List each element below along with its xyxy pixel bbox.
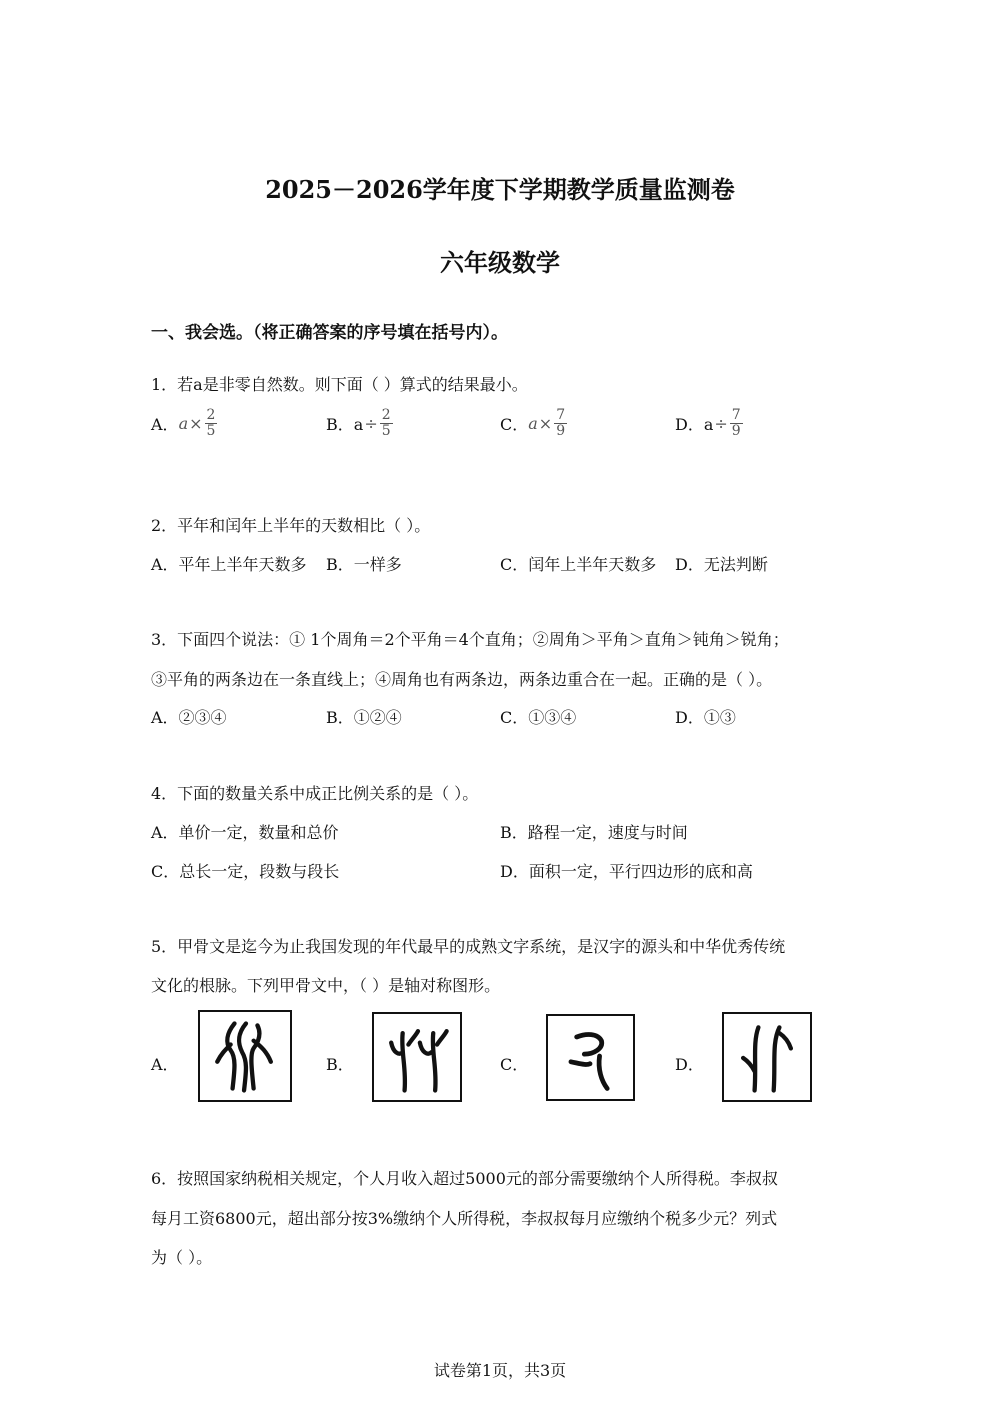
question-5-option-a-label: A．	[151, 1055, 179, 1074]
question-2-option-d: D．无法判断	[675, 555, 768, 574]
oracle-glyph-d	[722, 1012, 812, 1102]
question-1-option-c: C． a × $\frac{7}{9}$	[500, 407, 566, 439]
question-1-option-b: B．a ÷ $\frac{2}{5}$	[326, 407, 391, 439]
question-5-option-c-label: C．	[500, 1055, 529, 1074]
question-4-option-a: A．单价一定，数量和总价	[151, 823, 339, 842]
page-subtitle: 六年级数学	[440, 248, 560, 277]
question-4-option-c: C．总长一定，段数与段长	[151, 862, 340, 881]
question-3-line-1: 3．下面四个说法：① 1个周角＝2个平角＝4个直角；②周角＞平角＞直角＞钝角＞锐角；	[151, 630, 789, 649]
oracle-glyph-b	[372, 1012, 462, 1102]
question-1-option-d: D．a ÷ $\frac{7}{9}$	[675, 407, 741, 439]
question-2-option-c: C．闰年上半年天数多	[500, 555, 657, 574]
question-6-line-2: 每月工资6800元，超出部分按3%缴纳个人所得税，李叔叔每月应缴纳个税多少元？列式	[151, 1209, 778, 1228]
question-4-option-d: D．面积一定，平行四边形的底和高	[500, 862, 753, 881]
question-2-stem: 2．平年和闰年上半年的天数相比（ ）。	[151, 516, 431, 535]
question-4-option-b: B．路程一定，速度与时间	[500, 823, 688, 842]
question-5-line-2: 文化的根脉。下列甲骨文中，（ ）是轴对称图形。	[151, 976, 501, 995]
section-heading: 一、我会选。（将正确答案的序号填在括号内）。	[151, 323, 508, 343]
question-3-line-2: ③平角的两条边在一条直线上；④周角也有两条边，两条边重合在一起。正确的是（ ）。	[151, 670, 773, 689]
question-6-line-1: 6．按照国家纳税相关规定，个人月收入超过5000元的部分需要缴纳个人所得税。李叔叔	[151, 1169, 778, 1188]
question-3-option-d: D．①③	[675, 708, 736, 727]
question-1-stem: 1．若a是非零自然数。则下面（ ）算式的结果最小。	[151, 375, 528, 394]
oracle-glyph-a	[198, 1010, 292, 1102]
question-2-option-a: A．平年上半年天数多	[151, 555, 307, 574]
oracle-glyph-c	[546, 1014, 635, 1101]
question-6-line-3: 为（ ）。	[151, 1248, 213, 1267]
question-3-option-b: B．①②④	[326, 708, 402, 727]
question-1-option-a: A． a × $\frac{2}{5}$	[151, 407, 216, 439]
question-5-option-b-label: B．	[326, 1055, 354, 1074]
question-5-option-d-label: D．	[675, 1055, 704, 1074]
question-3-option-c: C．①③④	[500, 708, 577, 727]
page-title: 2025－2026学年度下学期教学质量监测卷	[265, 175, 735, 204]
page-footer: 试卷第1页，共3页	[433, 1361, 567, 1380]
question-4-stem: 4．下面的数量关系中成正比例关系的是（ ）。	[151, 784, 479, 803]
question-5-line-1: 5．甲骨文是迄今为止我国发现的年代最早的成熟文字系统，是汉字的源头和中华优秀传统	[151, 937, 786, 956]
question-2-option-b: B．一样多	[326, 555, 402, 574]
question-3-option-a: A．②③④	[151, 708, 227, 727]
